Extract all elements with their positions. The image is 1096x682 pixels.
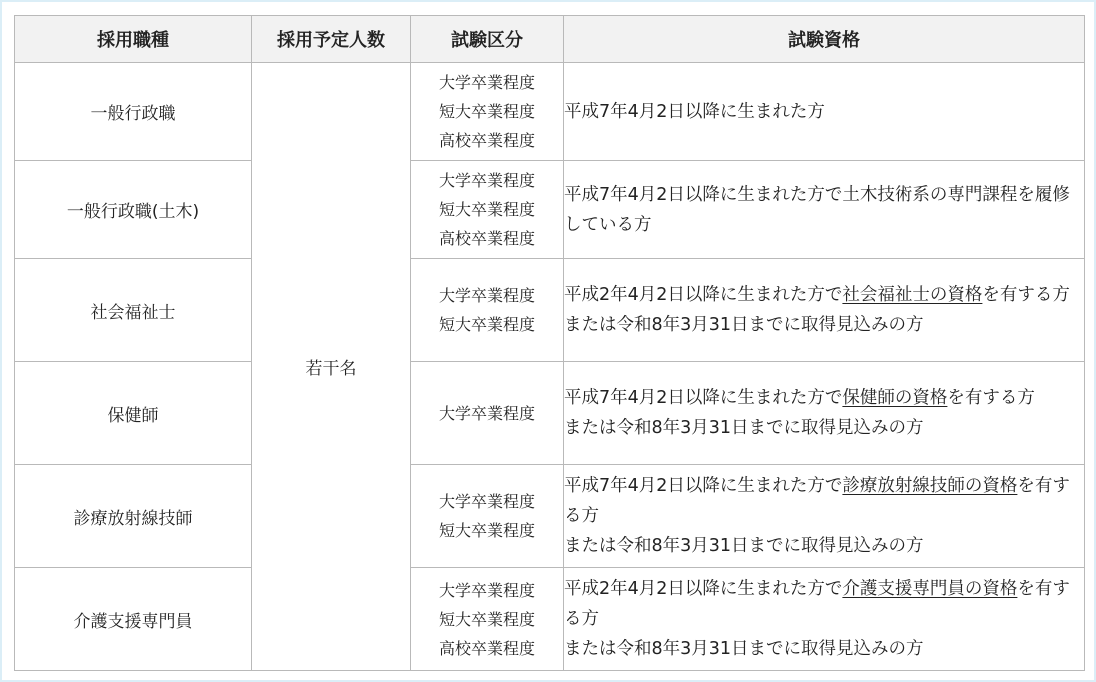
qualification-suffix: を有する方 [947, 388, 1035, 408]
exam-category-item: 短大卒業程度 [438, 102, 535, 121]
qualification-prefix: 平成7年4月2日以降に生まれた方で [564, 388, 843, 408]
exam-category-item: 高校卒業程度 [438, 638, 535, 658]
qualification-link[interactable]: 介護支援専門員の資格 [842, 579, 1018, 599]
exam-category-item: 大学卒業程度 [438, 492, 535, 511]
qualification-prefix: 平成2年4月2日以降に生まれた方で [564, 579, 843, 599]
qualification-text [564, 280, 1084, 310]
job-name: 介護支援専門員 [15, 568, 252, 671]
qualification-suffix: を有する方 [564, 579, 1070, 629]
exam-category-item: 高校卒業程度 [438, 229, 535, 248]
table-row [15, 259, 1085, 362]
header-row [15, 16, 1085, 63]
header-count: 採用予定人数 [252, 16, 411, 63]
exam-category-item: 短大卒業程度 [438, 315, 535, 334]
qualification [564, 568, 1085, 671]
job-name: 一般行政職 [15, 63, 252, 161]
table-row [15, 465, 1085, 568]
qualification [564, 465, 1085, 568]
exam-category-item: 高校卒業程度 [438, 131, 535, 150]
job-name: 保健師 [15, 362, 252, 465]
qualification-text [564, 574, 1084, 634]
qualification-text: 平成7年4月2日以降に生まれた方で土木技術系の専門課程を履修している方 [564, 184, 1070, 235]
header-job: 採用職種 [15, 16, 252, 63]
job-name: 診療放射線技師 [15, 465, 252, 568]
qualification [564, 362, 1085, 465]
qualification-text [564, 471, 1084, 531]
table-row [15, 568, 1085, 671]
exam-category [411, 63, 564, 161]
exam-category-item: 大学卒業程度 [438, 580, 535, 600]
qualification-note: または令和8年3月31日までに取得見込みの方 [564, 639, 924, 659]
qualification-note: または令和8年3月31日までに取得見込みの方 [564, 315, 924, 335]
header-qualification: 試験資格 [564, 16, 1085, 63]
job-name: 一般行政職(土木) [15, 161, 252, 259]
qualification-note: または令和8年3月31日までに取得見込みの方 [564, 536, 924, 556]
exam-category-item: 短大卒業程度 [438, 521, 535, 540]
exam-category-item: 短大卒業程度 [438, 609, 535, 629]
table-row [15, 161, 1085, 259]
qualification-note: または令和8年3月31日までに取得見込みの方 [564, 418, 924, 438]
qualification-prefix: 平成7年4月2日以降に生まれた方で [564, 476, 843, 496]
qualification-suffix: を有する方 [564, 476, 1070, 526]
qualification [564, 161, 1085, 259]
exam-category [411, 161, 564, 259]
table-row [15, 63, 1085, 161]
qualification-suffix: を有する方 [982, 285, 1070, 305]
header-kubun: 試験区分 [411, 16, 564, 63]
table-row [15, 362, 1085, 465]
exam-category-item: 大学卒業程度 [438, 403, 535, 423]
qualification-prefix: 平成2年4月2日以降に生まれた方で [564, 285, 843, 305]
qualification-text: 平成7年4月2日以降に生まれた方 [564, 101, 825, 122]
exam-category-item: 大学卒業程度 [438, 286, 535, 305]
exam-category-item: 大学卒業程度 [438, 73, 535, 92]
exam-category-item: 短大卒業程度 [438, 200, 535, 219]
qualification-text [564, 383, 1084, 413]
exam-category [411, 362, 564, 465]
exam-category [411, 568, 564, 671]
exam-category [411, 465, 564, 568]
job-name: 社会福祉士 [15, 259, 252, 362]
hiring-count: 若干名 [252, 63, 411, 671]
qualification [564, 63, 1085, 161]
qualification-link[interactable]: 社会福祉士の資格 [842, 285, 983, 305]
qualification-link[interactable]: 保健師の資格 [842, 388, 948, 408]
exam-category-item: 大学卒業程度 [438, 171, 535, 190]
exam-category [411, 259, 564, 362]
qualification [564, 259, 1085, 362]
recruitment-table [14, 15, 1085, 671]
qualification-link[interactable]: 診療放射線技師の資格 [842, 476, 1018, 496]
